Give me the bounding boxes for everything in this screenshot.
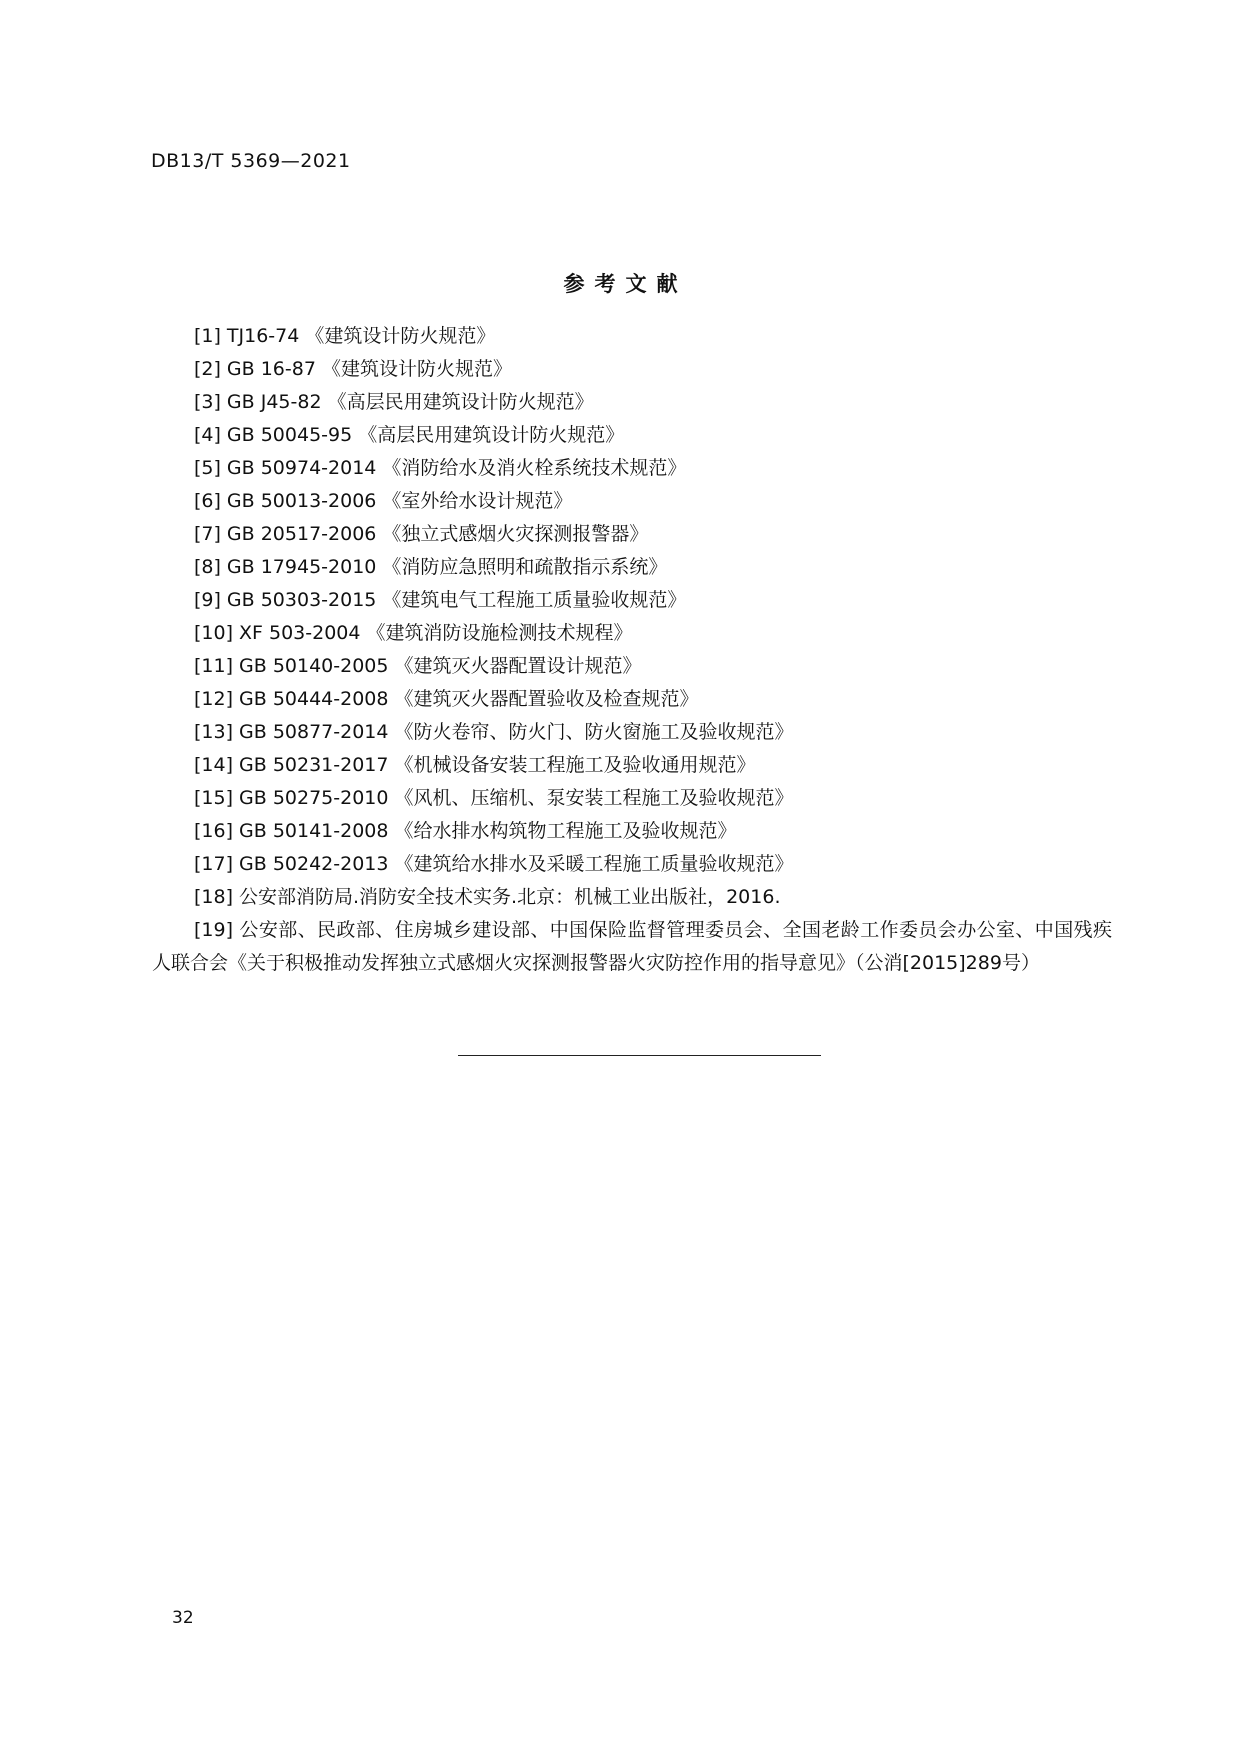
reference-text: GB 50974-2014 《消防给水及消火栓系统技术规范》 [226,457,687,479]
section-title: 参考文献 [563,272,688,296]
reference-item [152,452,1112,485]
reference-marker: [8] [194,556,221,578]
reference-text: GB 50013-2006 《室外给水设计规范》 [226,490,573,512]
reference-marker: [19] [194,919,234,941]
reference-item [152,749,1112,782]
reference-item [152,518,1112,551]
reference-text: TJ16-74 《建筑设计防火规范》 [226,325,496,347]
reference-marker: [7] [194,523,221,545]
document-code: DB13/T 5369—2021 [151,150,351,172]
reference-item [152,419,1112,452]
end-divider [458,1055,821,1056]
reference-text: GB 50877-2014 《防火卷帘、防火门、防火窗施工及验收规范》 [239,721,794,743]
reference-marker: [9] [194,589,221,611]
reference-item [152,650,1112,683]
reference-marker: [13] [194,721,234,743]
reference-text: GB 17945-2010 《消防应急照明和疏散指示系统》 [226,556,668,578]
reference-marker: [3] [194,391,221,413]
reference-item [152,716,1112,749]
reference-item [152,782,1112,815]
reference-item [152,848,1112,881]
reference-text: 公安部、民政部、住房城乡建设部、中国保险监督管理委员会、全国老龄工作委员会办公室、中国残疾人联合会《关于积极推动发挥独立式感烟火灾探测报警器火灾防控作用的指导意见》（公消[2015]289号） [152,919,1112,974]
reference-marker: [11] [194,655,234,677]
reference-marker: [17] [194,853,234,875]
reference-item [152,881,1112,914]
reference-text: GB 50141-2008 《给水排水构筑物工程施工及验收规范》 [239,820,737,842]
reference-text: GB 50444-2008 《建筑灭火器配置验收及检查规范》 [239,688,699,710]
reference-item [152,386,1112,419]
reference-marker: [15] [194,787,234,809]
reference-text: GB 50231-2017 《机械设备安装工程施工及验收通用规范》 [239,754,756,776]
reference-marker: [6] [194,490,221,512]
reference-text: GB 50242-2013 《建筑给水排水及采暖工程施工质量验收规范》 [239,853,794,875]
reference-item [152,584,1112,617]
reference-text: GB 50303-2015 《建筑电气工程施工质量验收规范》 [226,589,687,611]
reference-item [152,617,1112,650]
reference-text: GB 50275-2010 《风机、压缩机、泵安装工程施工及验收规范》 [239,787,794,809]
reference-item [152,353,1112,386]
reference-text: GB 20517-2006 《独立式感烟火灾探测报警器》 [226,523,649,545]
reference-item [152,914,1112,980]
reference-text: GB 50140-2005 《建筑灭火器配置设计规范》 [239,655,642,677]
reference-marker: [5] [194,457,221,479]
page-number: 32 [172,1608,194,1628]
reference-item [152,320,1112,353]
reference-marker: [12] [194,688,234,710]
reference-marker: [14] [194,754,234,776]
reference-item [152,815,1112,848]
reference-item [152,683,1112,716]
reference-marker: [1] [194,325,221,347]
reference-list [152,320,1112,980]
reference-marker: [16] [194,820,234,842]
reference-marker: [4] [194,424,221,446]
reference-marker: [18] [194,886,234,908]
reference-text: GB J45-82 《高层民用建筑设计防火规范》 [226,391,594,413]
reference-item [152,551,1112,584]
reference-text: 公安部消防局.消防安全技术实务.北京：机械工业出版社，2016. [239,886,781,908]
reference-marker: [2] [194,358,221,380]
reference-text: GB 50045-95 《高层民用建筑设计防火规范》 [226,424,625,446]
reference-text: XF 503-2004 《建筑消防设施检测技术规程》 [239,622,633,644]
reference-marker: [10] [194,622,234,644]
reference-text: GB 16-87 《建筑设计防火规范》 [226,358,512,380]
reference-item [152,485,1112,518]
